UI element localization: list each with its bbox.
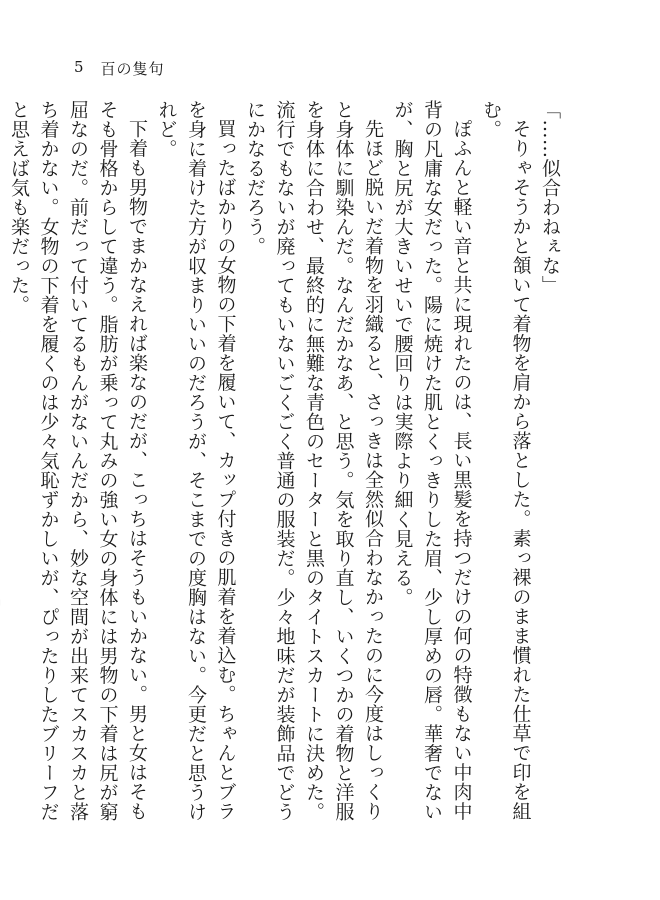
paragraph: ぽふんと軽い音と共に現れたのは、長い黒髪を持つだけの何の特徴もない中肉中背の凡庸な女だった。陽に焼けた肌とくっきりした眉、少し厚めの唇。華奢でないが、胸と尻が大きいせいで腰回りは実際より細く見える。 [391,100,473,822]
running-header [74,58,165,79]
paragraph: 買ったばかりの女物の下着を履いて、カップ付きの肌着を着込む。ちゃんとブラを身に着けた方が収まりいいのだろうが、そこまでの度胸はない。今更だと思うけれど。 [155,100,237,822]
paragraph [0,100,4,840]
body-text [0,100,564,840]
paragraph: 先ほど脱いだ着物を羽織ると、さっきは全然似合わなかったのに今度はしっくりと身体に馴染んだ。なんだかなあ、と思う。気を取り直し、いくつかの着物と洋服を身体に合わせ、最終的に無難な青色のセーターと黒のタイトスカートに決めた。流行でもないが廃ってもいないごくごく普通の服装だ。少々地味だが装飾品でどうにかなるだろう。 [244,100,384,822]
paragraph: そりゃそうかと頷いて着物を肩から落とした。素っ裸のまま慣れた仕草で印を組む。 [480,100,532,821]
page-number: 5 [74,58,85,76]
paragraph: 下着も男物でまかなえれば楽なのだが、こっちはそうもいかない。男と女はそもそも骨格からして違う。脂肪が乗って丸みの強い女の身体には男物の下着は尻が窮屈なのだ。前だって付いてるもんがないんだから、妙な空間が出来てスカスカと落ち着かない。女物の下着を履くのは少々気恥ずかしいが、ぴったりしたブリーフだと思えば気も楽だった。 [8,100,148,822]
paragraph: 「……似合わねぇな」 [539,100,561,295]
chapter-title: 百の隻句 [100,60,165,78]
